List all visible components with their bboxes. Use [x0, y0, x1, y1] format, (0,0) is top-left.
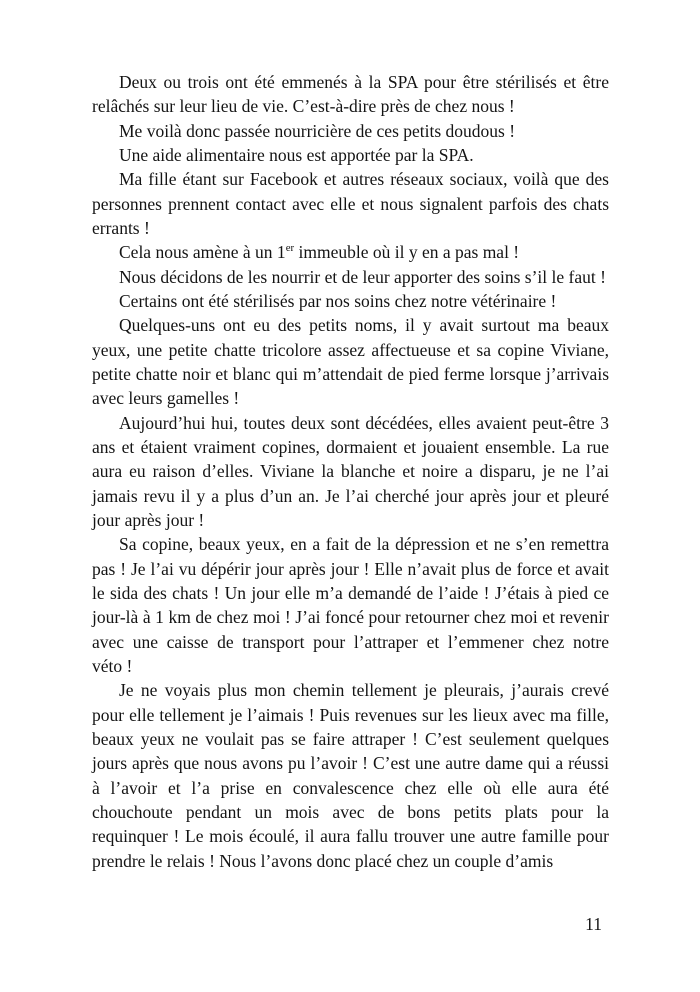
- paragraph: [92, 532, 609, 678]
- paragraph-text: Aujourd’hui hui, toutes deux sont décédées, elles avaient peut-être 3 ans et étaient vraiment copines, dormaient et jouaient ensemble. La rue aura eu raison d’elles. Viviane la blanche et noire a disparu, je ne l’ai jamais revu il y a plus d’un an. Je l’ai cherché jour après jour et pleuré jour après jour !: [92, 412, 609, 530]
- paragraph-text: Nous décidons de les nourrir et de leur apporter des soins s’il le faut !: [119, 266, 606, 287]
- paragraph-text: Je ne voyais plus mon chemin tellement je pleurais, j’aurais crevé pour elle tellement je l’aimais ! Puis revenues sur les lieux avec ma fille, beaux yeux ne voulait pas se faire attraper ! C’est seulement quelques jours après que nous avons pu l’avoir ! C’est une autre dame qui a réussi à l’avoir et l’a prise en convalescence chez elle où elle aura été chouchoute pendant un mois avec de bons petits plats pour la requinquer ! Le mois écoulé, il aura fallu trouver une autre famille pour prendre le relais ! Nous l’avons donc placé chez un couple d’amis: [92, 680, 609, 871]
- paragraph-text: Sa copine, beaux yeux, en a fait de la dépression et ne s’en remettra pas ! Je l’ai vu dépérir jour après jour ! Elle n’avait plus de force et avait le sida des chats ! Un jour elle m’a demandé de l’aide ! J’étais à pied ce jour-là à 1 km de chez moi ! J’ai foncé pour retourner chez moi et revenir avec une caisse de transport pour l’attraper et l’emmener chez notre véto !: [92, 534, 609, 676]
- page-text: [92, 70, 609, 873]
- paragraph-text: Certains ont été stérilisés par nos soins chez notre vétérinaire !: [119, 290, 557, 311]
- paragraph: [92, 70, 609, 119]
- paragraph-text: immeuble où il y en a pas mal !: [294, 242, 520, 263]
- paragraph-text: Deux ou trois ont été emmenés à la SPA pour être stérilisés et être relâchés sur leur lieu de vie. C’est-à-dire près de chez nous !: [92, 72, 609, 117]
- paragraph: [92, 265, 609, 289]
- paragraph: [92, 143, 609, 167]
- paragraph: [92, 167, 609, 240]
- superscript-text: er: [285, 242, 295, 255]
- paragraph-text: Cela nous amène à un 1: [119, 242, 286, 263]
- page-number: 11: [585, 914, 602, 934]
- paragraph-text: Ma fille étant sur Facebook et autres réseaux sociaux, voilà que des personnes prennent contact avec elle et nous signalent parfois des chats errants !: [92, 169, 609, 238]
- paragraph: [92, 240, 609, 264]
- paragraph-text: Quelques-uns ont eu des petits noms, il y avait surtout ma beaux yeux, une petite chatte tricolore assez affectueuse et sa copine Viviane, petite chatte noir et blanc qui m’attendait de pied ferme lorsque j’arrivais avec leurs gamelles !: [92, 315, 609, 409]
- paragraph: [92, 119, 609, 143]
- paragraph: [92, 313, 609, 410]
- paragraph: [92, 678, 609, 873]
- paragraph-text: Me voilà donc passée nourricière de ces petits doudous !: [119, 120, 516, 141]
- paragraph-text: Une aide alimentaire nous est apportée par la SPA.: [119, 144, 474, 165]
- paragraph: [92, 411, 609, 533]
- paragraph: [92, 289, 609, 313]
